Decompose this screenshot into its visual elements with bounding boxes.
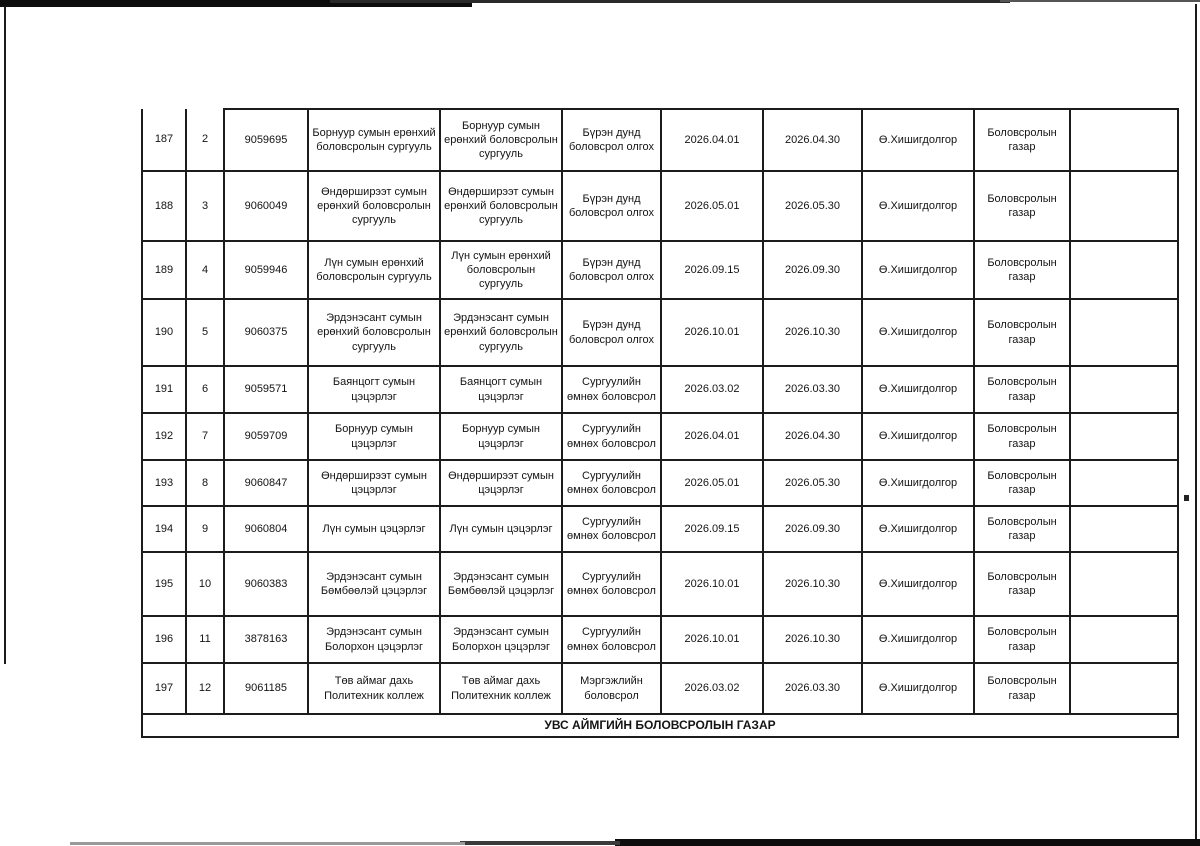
cell-start-date: 2026.03.02 [661,663,763,714]
cell-school-name-alt: Борнуур сумын цэцэрлэг [440,413,562,460]
cell-school-name: Борнуур сумын ерөнхий боловсролын сургууль [308,109,440,171]
cell-code: 9059946 [224,241,308,299]
table-row [142,663,1178,714]
cell-school-name-alt: Лүн сумын цэцэрлэг [440,506,562,552]
cell-row-number: 190 [142,299,186,366]
scan-edge-bottom [615,839,1200,846]
cell-sub-number: 9 [186,506,224,552]
table-row [142,506,1178,552]
cell-school-name-alt: Лүн сумын ерөнхий боловсролын сургууль [440,241,562,299]
cell-organization: Боловсролын газар [974,663,1070,714]
cell-code: 9059695 [224,109,308,171]
cell-sub-number: 6 [186,366,224,413]
cell-school-name: Лүн сумын ерөнхий боловсролын сургууль [308,241,440,299]
cell-start-date: 2026.10.01 [661,552,763,616]
cell-sub-number: 10 [186,552,224,616]
footer-section-label: УВС АЙМГИЙН БОЛОВСРОЛЫН ГАЗАР [142,714,1178,737]
cell-organization: Боловсролын газар [974,552,1070,616]
cell-code: 3878163 [224,616,308,663]
education-schedule-table [141,108,1179,738]
cell-start-date: 2026.10.01 [661,616,763,663]
cell-code: 9060847 [224,460,308,506]
cell-person: Ө.Хишигдолгор [862,616,974,663]
cell-organization: Боловсролын газар [974,171,1070,241]
cell-person: Ө.Хишигдолгор [862,171,974,241]
cell-code: 9060804 [224,506,308,552]
cell-school-name: Эрдэнэсант сумын Болорхон цэцэрлэг [308,616,440,663]
cell-organization: Боловсролын газар [974,616,1070,663]
cell-code: 9061185 [224,663,308,714]
table-row [142,460,1178,506]
cell-start-date: 2026.04.01 [661,109,763,171]
cell-code: 9059571 [224,366,308,413]
cell-sub-number: 12 [186,663,224,714]
scan-edge-top-hairline [1000,0,1200,2]
cell-sub-number: 2 [186,109,224,171]
cell-school-name-alt: Борнуур сумын ерөнхий боловсролын сургууль [440,109,562,171]
cell-end-date: 2026.04.30 [763,109,862,171]
cell-person: Ө.Хишигдолгор [862,552,974,616]
cell-organization: Боловсролын газар [974,506,1070,552]
cell-start-date: 2026.09.15 [661,241,763,299]
cell-person: Ө.Хишигдолгор [862,366,974,413]
cell-school-name: Эрдэнэсант сумын ерөнхий боловсролын сургууль [308,299,440,366]
cell-school-name: Лүн сумын цэцэрлэг [308,506,440,552]
cell-note [1070,663,1178,714]
cell-education-type: Бүрэн дунд боловсрол олгох [562,299,661,366]
cell-start-date: 2026.04.01 [661,413,763,460]
cell-person: Ө.Хишигдолгор [862,109,974,171]
cell-school-name: Өндөрширээт сумын ерөнхий боловсролын сургууль [308,171,440,241]
cell-note [1070,616,1178,663]
cell-school-name: Төв аймаг дахь Политехник коллеж [308,663,440,714]
cell-school-name: Борнуур сумын цэцэрлэг [308,413,440,460]
cell-note [1070,552,1178,616]
cell-row-number: 197 [142,663,186,714]
cell-school-name-alt: Эрдэнэсант сумын Бөмбөөлэй цэцэрлэг [440,552,562,616]
cell-start-date: 2026.03.02 [661,366,763,413]
cell-start-date: 2026.10.01 [661,299,763,366]
scan-edge-top-thin [330,0,1010,3]
cell-education-type: Сургуулийн өмнөх боловсрол [562,506,661,552]
cell-sub-number: 5 [186,299,224,366]
cell-end-date: 2026.10.30 [763,299,862,366]
cell-education-type: Сургуулийн өмнөх боловсрол [562,460,661,506]
cell-code: 9060049 [224,171,308,241]
cell-sub-number: 11 [186,616,224,663]
cell-school-name-alt: Баянцогт сумын цэцэрлэг [440,366,562,413]
table-footer-row [142,714,1178,737]
cell-school-name-alt: Эрдэнэсант сумын ерөнхий боловсролын сургууль [440,299,562,366]
table-row [142,171,1178,241]
cell-school-name-alt: Өндөрширээт сумын ерөнхий боловсролын сургууль [440,171,562,241]
cell-row-number: 188 [142,171,186,241]
cell-education-type: Бүрэн дунд боловсрол олгох [562,241,661,299]
cell-start-date: 2026.09.15 [661,506,763,552]
cell-person: Ө.Хишигдолгор [862,413,974,460]
cell-organization: Боловсролын газар [974,241,1070,299]
table-row [142,616,1178,663]
cell-organization: Боловсролын газар [974,413,1070,460]
cell-organization: Боловсролын газар [974,299,1070,366]
cell-end-date: 2026.05.30 [763,460,862,506]
scan-edge-bottom-dark [460,841,620,845]
cell-note [1070,413,1178,460]
cell-organization: Боловсролын газар [974,460,1070,506]
table-body [142,109,1178,714]
cell-person: Ө.Хишигдолгор [862,241,974,299]
cell-end-date: 2026.03.30 [763,366,862,413]
cell-sub-number: 4 [186,241,224,299]
cell-education-type: Мэргэжлийн боловсрол [562,663,661,714]
cell-start-date: 2026.05.01 [661,171,763,241]
cell-start-date: 2026.05.01 [661,460,763,506]
cell-education-type: Сургуулийн өмнөх боловсрол [562,552,661,616]
cell-end-date: 2026.05.30 [763,171,862,241]
cell-end-date: 2026.09.30 [763,506,862,552]
cell-school-name: Баянцогт сумын цэцэрлэг [308,366,440,413]
cell-school-name-alt: Төв аймаг дахь Политехник коллеж [440,663,562,714]
scan-edge-bottom-light [70,842,465,845]
cell-school-name-alt: Өндөрширээт сумын цэцэрлэг [440,460,562,506]
cell-education-type: Бүрэн дунд боловсрол олгох [562,171,661,241]
cell-note [1070,109,1178,171]
cell-row-number: 195 [142,552,186,616]
cell-note [1070,241,1178,299]
cell-end-date: 2026.04.30 [763,413,862,460]
cell-end-date: 2026.03.30 [763,663,862,714]
cell-code: 9060383 [224,552,308,616]
cell-person: Ө.Хишигдолгор [862,460,974,506]
cell-sub-number: 3 [186,171,224,241]
cell-code: 9060375 [224,299,308,366]
cell-school-name-alt: Эрдэнэсант сумын Болорхон цэцэрлэг [440,616,562,663]
table-row [142,109,1178,171]
cell-end-date: 2026.10.30 [763,552,862,616]
cell-end-date: 2026.09.30 [763,241,862,299]
cell-note [1070,460,1178,506]
cell-sub-number: 8 [186,460,224,506]
cell-sub-number: 7 [186,413,224,460]
scan-edge-right [1195,4,1197,842]
cell-row-number: 193 [142,460,186,506]
cell-person: Ө.Хишигдолгор [862,663,974,714]
cell-row-number: 194 [142,506,186,552]
cell-row-number: 191 [142,366,186,413]
cell-school-name: Өндөрширээт сумын цэцэрлэг [308,460,440,506]
scan-edge-left [4,6,6,664]
cell-row-number: 187 [142,109,186,171]
cell-row-number: 192 [142,413,186,460]
table-row [142,241,1178,299]
cell-note [1070,299,1178,366]
cell-note [1070,506,1178,552]
cell-school-name: Эрдэнэсант сумын Бөмбөөлэй цэцэрлэг [308,552,440,616]
cell-person: Ө.Хишигдолгор [862,299,974,366]
scan-speck [1184,495,1189,501]
cell-end-date: 2026.10.30 [763,616,862,663]
cell-note [1070,366,1178,413]
table-row [142,413,1178,460]
cell-row-number: 196 [142,616,186,663]
cell-education-type: Сургуулийн өмнөх боловсрол [562,413,661,460]
cell-education-type: Сургуулийн өмнөх боловсрол [562,616,661,663]
table-row [142,552,1178,616]
cell-person: Ө.Хишигдолгор [862,506,974,552]
cell-note [1070,171,1178,241]
cell-code: 9059709 [224,413,308,460]
cell-education-type: Сургуулийн өмнөх боловсрол [562,366,661,413]
table-row [142,299,1178,366]
cell-row-number: 189 [142,241,186,299]
cell-organization: Боловсролын газар [974,366,1070,413]
table-row [142,366,1178,413]
cell-education-type: Бүрэн дунд боловсрол олгох [562,109,661,171]
cell-organization: Боловсролын газар [974,109,1070,171]
